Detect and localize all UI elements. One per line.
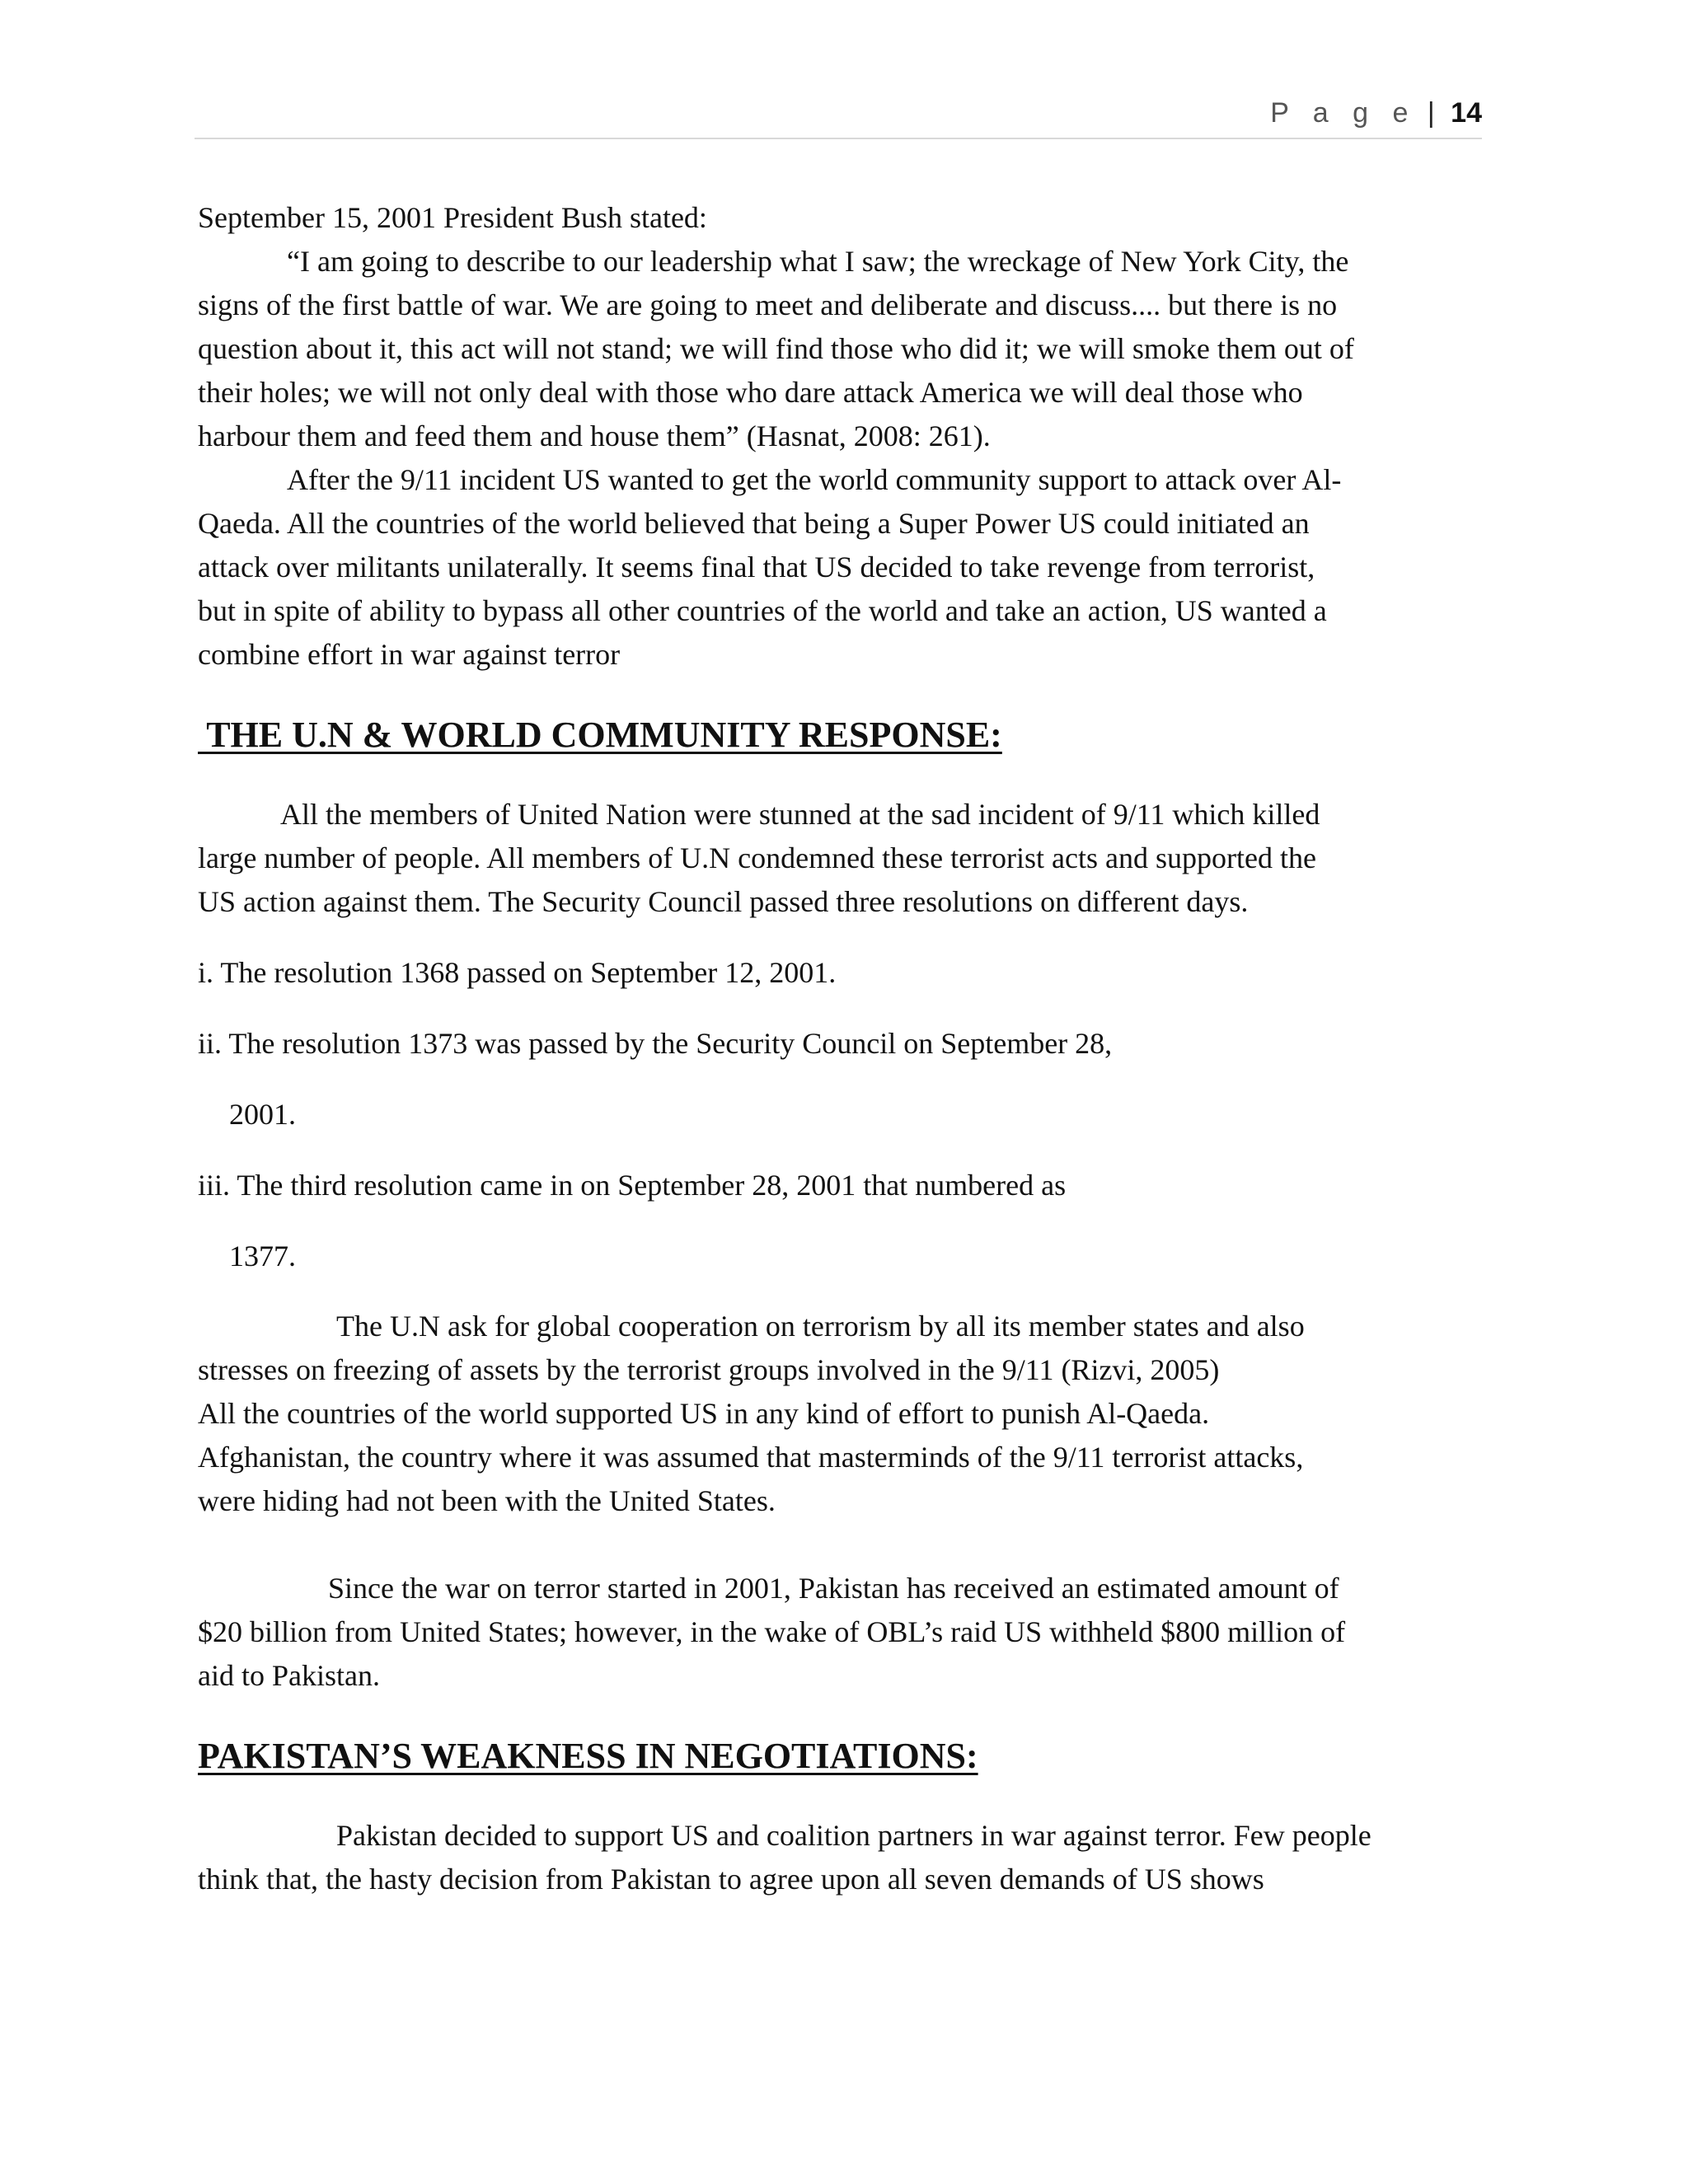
text-line: question about it, this act will not stand; we will find those who did it; we will smoke them out of xyxy=(198,332,1354,365)
list-item: ii. The resolution 1373 was passed by the Security Council on September 28, xyxy=(198,1027,1113,1060)
text-line: All the members of United Nation were stunned at the sad incident of 9/11 which killed xyxy=(280,798,1320,831)
text-line: signs of the first battle of war. We are going to meet and deliberate and discuss.... but there is no xyxy=(198,288,1338,321)
un-cooperation-section xyxy=(198,1305,1490,1523)
text-line: harbour them and feed them and house them” (Hasnat, 2008: 261). xyxy=(198,419,991,452)
list-item: 1377. xyxy=(229,1240,296,1272)
text-line: After the 9/11 incident US wanted to get the world community support to attack over Al- xyxy=(287,463,1342,496)
page-label: P a g e xyxy=(1270,97,1417,129)
list-item: 2001. xyxy=(229,1098,296,1131)
list-item: iii. The third resolution came in on September 28, 2001 that numbered as xyxy=(198,1169,1067,1202)
text-line: were hiding had not been with the United States. xyxy=(198,1484,776,1517)
text-line: All the countries of the world supported US in any kind of effort to punish Al-Qaeda. xyxy=(198,1397,1210,1430)
text-line: think that, the hasty decision from Pakistan to agree upon all seven demands of US shows xyxy=(198,1863,1264,1896)
text-line: Afghanistan, the country where it was assumed that masterminds of the 9/11 terrorist attacks, xyxy=(198,1441,1304,1474)
text-line: their holes; we will not only deal with those who dare attack America we will deal those who xyxy=(198,376,1303,409)
text-line: large number of people. All members of U.N condemned these terrorist acts and supported the xyxy=(198,841,1316,874)
text-line: attack over militants unilaterally. It seems final that US decided to take revenge from terrorist, xyxy=(198,551,1315,583)
header-rule xyxy=(195,138,1482,139)
text-line: The U.N ask for global cooperation on terrorism by all its member states and also xyxy=(336,1310,1305,1343)
pakistan-decision-section xyxy=(198,1814,1490,1901)
text-line: Since the war on terror started in 2001, Pakistan has received an estimated amount of xyxy=(328,1572,1339,1605)
document-body xyxy=(198,196,1490,1901)
un-members-section xyxy=(198,793,1490,924)
text-line: Pakistan decided to support US and coalition partners in war against terror. Few people xyxy=(336,1819,1372,1852)
text-line: September 15, 2001 President Bush stated: xyxy=(198,201,707,234)
bush-quote-section xyxy=(198,196,1490,677)
text-line: Qaeda. All the countries of the world believed that being a Super Power US could initiated an xyxy=(198,507,1310,540)
text-line: stresses on freezing of assets by the terrorist groups involved in the 9/11 (Rizvi, 2005) xyxy=(198,1353,1220,1386)
text-line: US action against them. The Security Council passed three resolutions on different days. xyxy=(198,885,1249,918)
text-line: combine effort in war against terror xyxy=(198,638,621,671)
list-item: i. The resolution 1368 passed on September 12, 2001. xyxy=(198,956,837,989)
page-separator: | xyxy=(1427,97,1435,129)
section-heading-un-response: THE U.N & WORLD COMMUNITY RESPONSE: xyxy=(198,715,1002,755)
text-line: aid to Pakistan. xyxy=(198,1659,380,1692)
aid-section xyxy=(198,1567,1490,1698)
section-heading-pakistan-weakness: PAKISTAN’S WEAKNESS IN NEGOTIATIONS: xyxy=(198,1736,978,1776)
resolution-list xyxy=(198,951,1490,1278)
text-line: $20 billion from United States; however, in the wake of OBL’s raid US withheld $800 million of xyxy=(198,1615,1346,1648)
text-line: “I am going to describe to our leadership what I saw; the wreckage of New York City, the xyxy=(287,245,1349,278)
page-number: 14 xyxy=(1451,97,1482,129)
page-header xyxy=(1270,97,1482,129)
text-line: but in spite of ability to bypass all other countries of the world and take an action, US wanted a xyxy=(198,594,1327,627)
